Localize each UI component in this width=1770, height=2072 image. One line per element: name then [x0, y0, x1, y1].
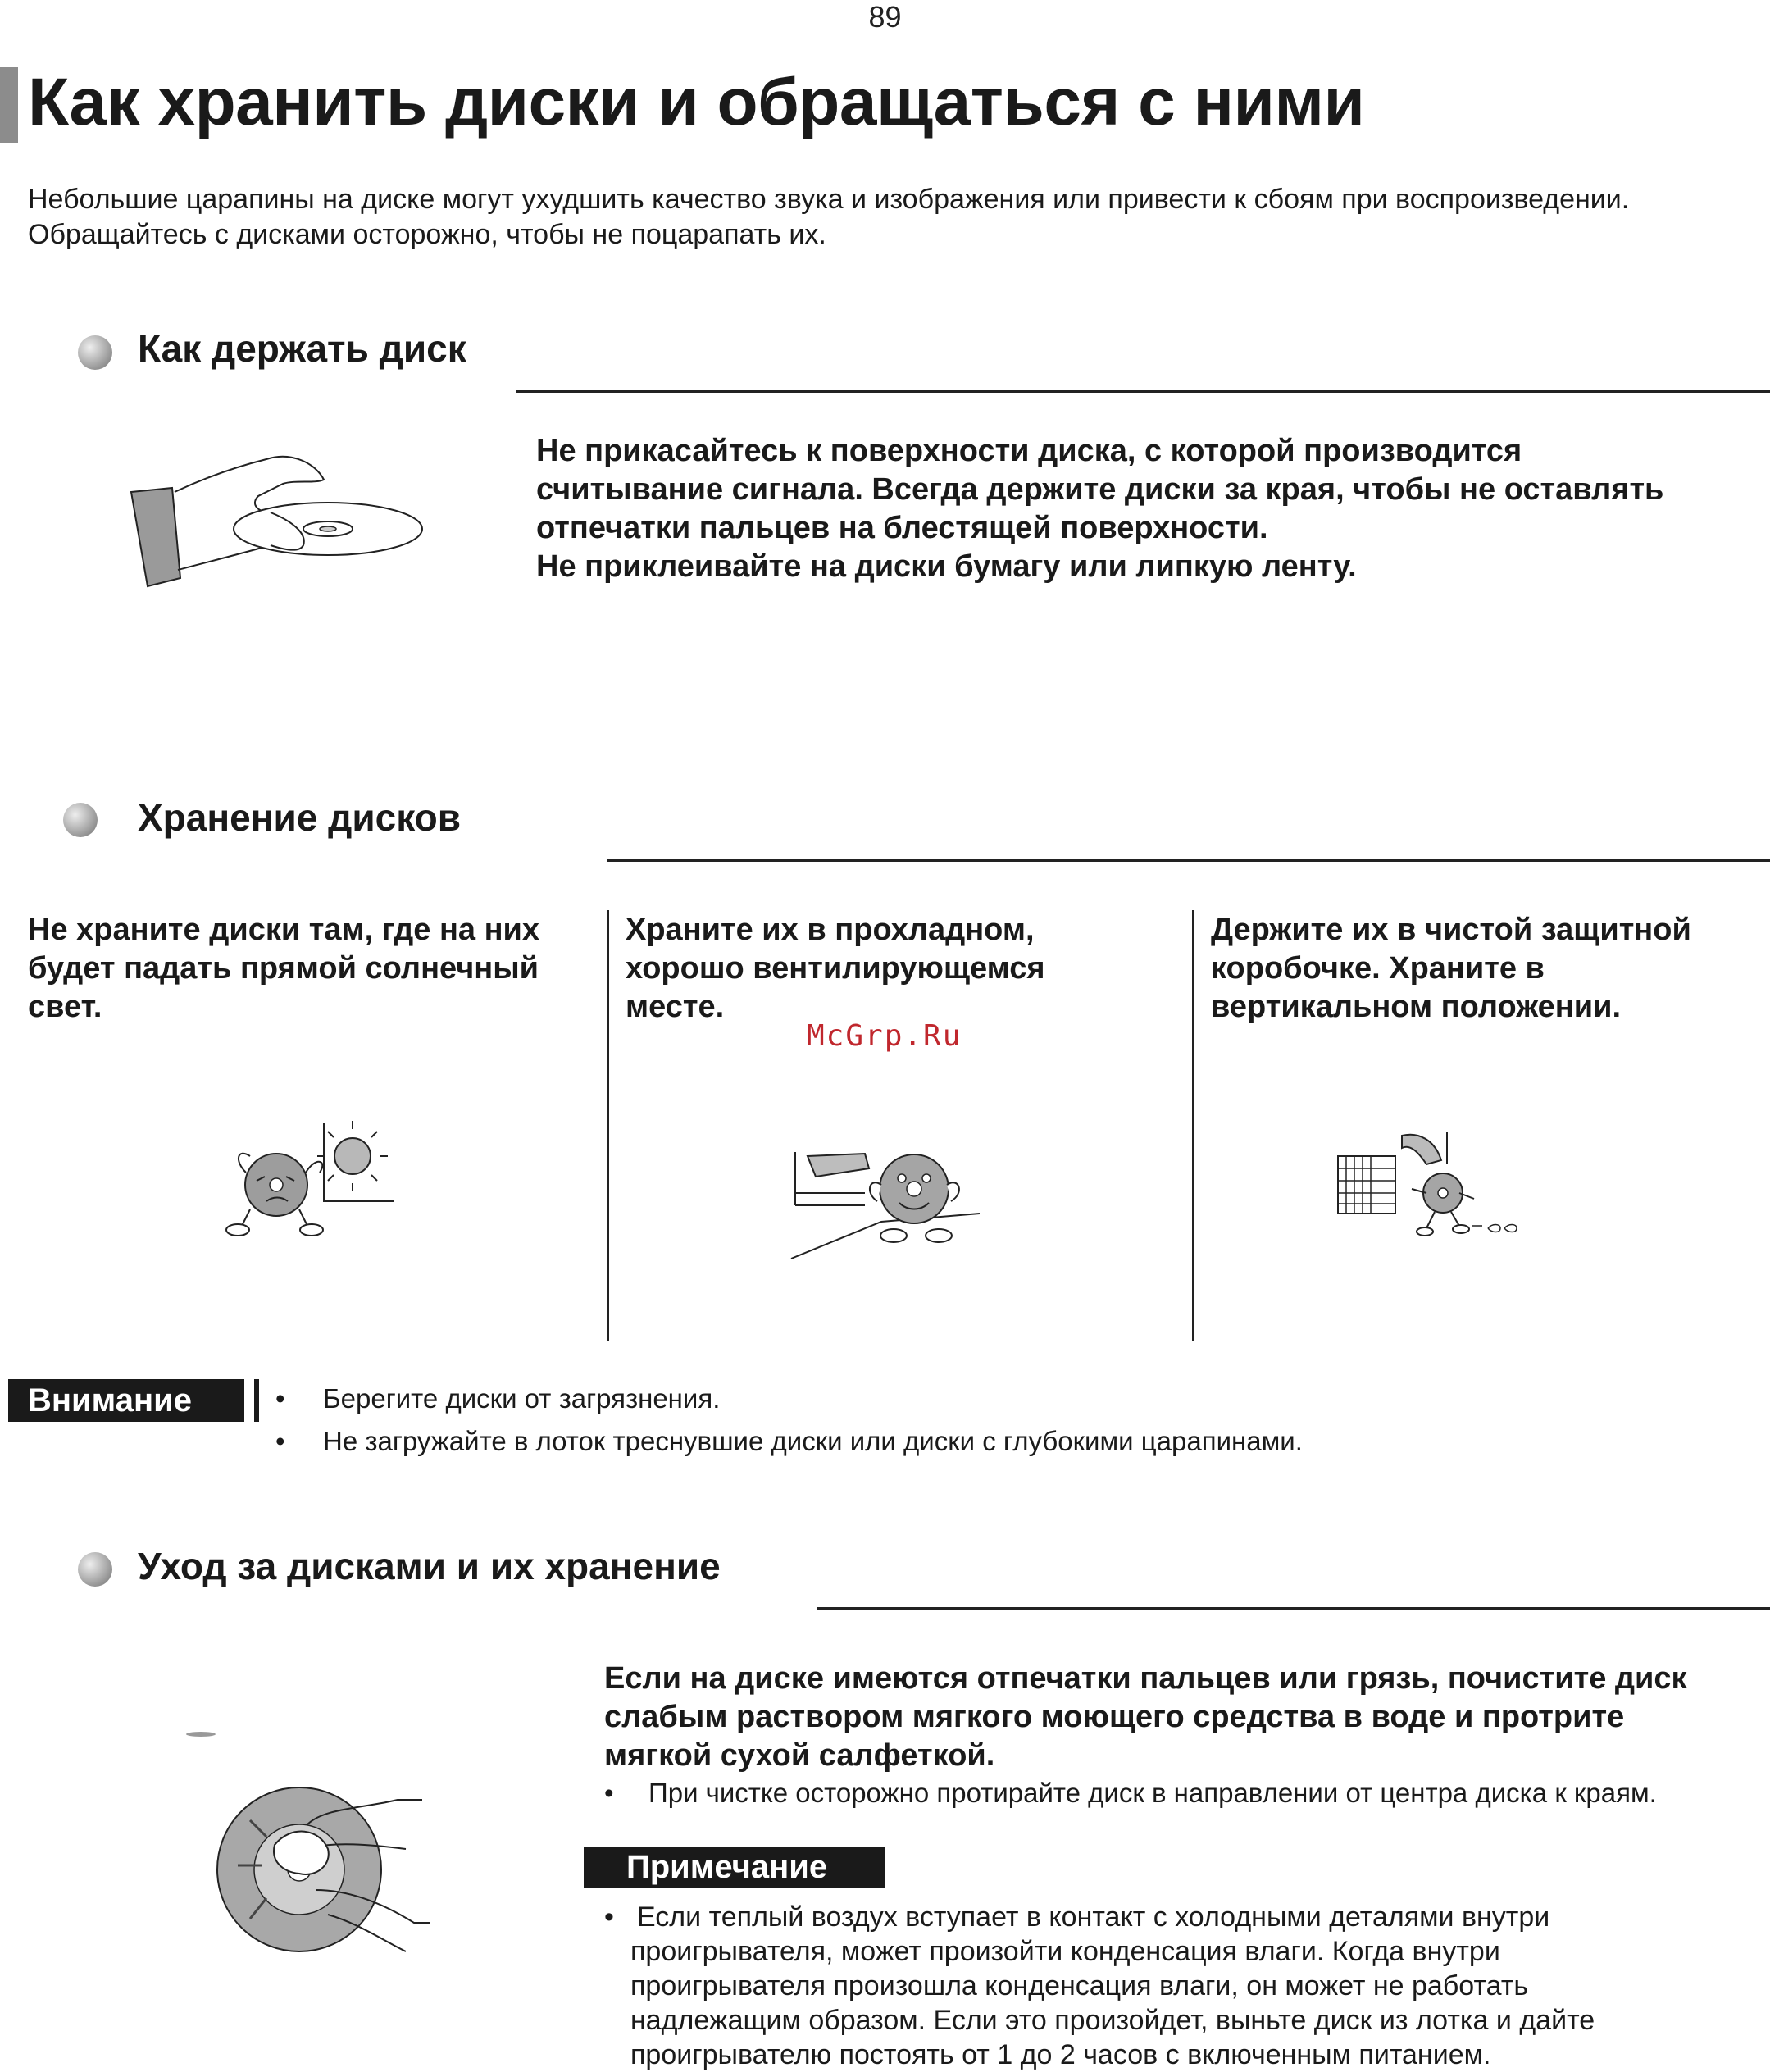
- note-line: надлежащим образом. Если это произойдет, выньте диск из лотка и дайте: [630, 2005, 1595, 2036]
- care-line: слабым раствором мягкого моющего средства в воде и протрите: [604, 1700, 1625, 1734]
- intro-line: Небольшие царапины на диске могут ухудшить качество звука и изображения или привести к сбоям при воспроизведении.: [28, 184, 1630, 215]
- care-line: мягкой сухой салфеткой.: [604, 1738, 995, 1773]
- storage-line: месте.: [626, 990, 725, 1024]
- section-rule: [607, 859, 1770, 862]
- care-bullet-text: При чистке осторожно протирайте диск в направлении от центра диска к краям.: [648, 1778, 1657, 1808]
- storage-line: свет.: [28, 990, 102, 1024]
- section-heading-storage: Хранение дисков: [138, 796, 462, 839]
- column-divider: [1192, 910, 1194, 1341]
- note-line-text: Если теплый воздух вступает в контакт с холодными деталями внутри: [637, 1901, 1550, 1933]
- care-line: Если на диске имеются отпечатки пальцев или грязь, почистите диск: [604, 1661, 1687, 1696]
- storage-line: Держите их в чистой защитной: [1211, 913, 1691, 947]
- care-instructions: [604, 1660, 1687, 1775]
- section-bullet-icon: [78, 335, 112, 370]
- storage-column-2: [626, 911, 1167, 1027]
- caution-item-text: Не загружайте в лоток треснувшие диски или диски с глубокими царапинами.: [323, 1426, 1303, 1456]
- hand-holding-disc-illustration: [127, 447, 422, 594]
- caution-item: • Берегите диски от загрязнения.: [275, 1383, 721, 1414]
- storage-line: вертикальном положении.: [1211, 990, 1622, 1024]
- caution-item: • Не загружайте в лоток треснувшие диски или диски с глубокими царапинами.: [275, 1426, 1303, 1456]
- section-rule: [817, 1607, 1770, 1610]
- note-line: проигрывателя, может произойти конденсация влаги. Когда внутри: [630, 1936, 1500, 1967]
- hold-instructions: [536, 432, 1663, 586]
- disc-character-sun-illustration: [217, 1119, 398, 1242]
- page-number: 89: [868, 0, 902, 34]
- note-line: проигрывателя произошла конденсация влаги, он может не работать: [630, 1970, 1529, 2001]
- caution-label-tail: [243, 1379, 259, 1422]
- caution-item-text: Берегите диски от загрязнения.: [323, 1383, 721, 1414]
- storage-column-1: [28, 911, 602, 1027]
- care-bullet: • При чистке осторожно протирайте диск в направлении от центра диска к краям.: [604, 1778, 1657, 1808]
- section-rule: [516, 390, 1770, 393]
- storage-line: коробочке. Храните в: [1211, 951, 1545, 986]
- disc-character-window-illustration: [791, 1144, 988, 1263]
- section-heading-care: Уход за дисками и их хранение: [138, 1545, 721, 1587]
- note-line: • Если теплый воздух вступает в контакт с холодными деталями внутри: [604, 1901, 1550, 1933]
- storage-column-3: [1211, 911, 1768, 1027]
- cleaning-disc-illustration: [184, 1726, 430, 1956]
- note-paragraph: [604, 1900, 1595, 2072]
- watermark: McGrp.Ru: [807, 1019, 962, 1053]
- section-bullet-icon: [63, 803, 98, 837]
- title-accent-bar: [0, 67, 18, 143]
- storage-line: хорошо вентилирующемся: [626, 951, 1045, 986]
- hold-line: Не прикасайтесь к поверхности диска, с которой производится: [536, 434, 1522, 468]
- intro-line: Обращайтесь с дисками осторожно, чтобы не поцарапать их.: [28, 219, 826, 250]
- storage-line: Храните их в прохладном,: [626, 913, 1035, 947]
- hold-line: Не приклеивайте на диски бумагу или липкую ленту.: [536, 549, 1357, 584]
- disc-character-cases-illustration: [1336, 1132, 1525, 1246]
- section-bullet-icon: [78, 1552, 112, 1587]
- intro-paragraph: [28, 182, 1750, 253]
- hold-line: отпечатки пальцев на блестящей поверхности.: [536, 511, 1268, 545]
- note-label: Примечание: [584, 1847, 885, 1888]
- section-heading-hold: Как держать диск: [138, 327, 466, 370]
- column-divider: [607, 910, 609, 1341]
- caution-label: Внимание: [8, 1379, 246, 1422]
- hold-line: считывание сигнала. Всегда держите диски за края, чтобы не оставлять: [536, 472, 1664, 507]
- storage-line: Не храните диски там, где на них: [28, 913, 540, 947]
- note-line: проигрывателю постоять от 1 до 2 часов с включенным питанием.: [630, 2039, 1491, 2070]
- storage-line: будет падать прямой солнечный: [28, 951, 539, 986]
- caution-list: [275, 1378, 1303, 1463]
- page-title: Как хранить диски и обращаться с ними: [28, 65, 1365, 139]
